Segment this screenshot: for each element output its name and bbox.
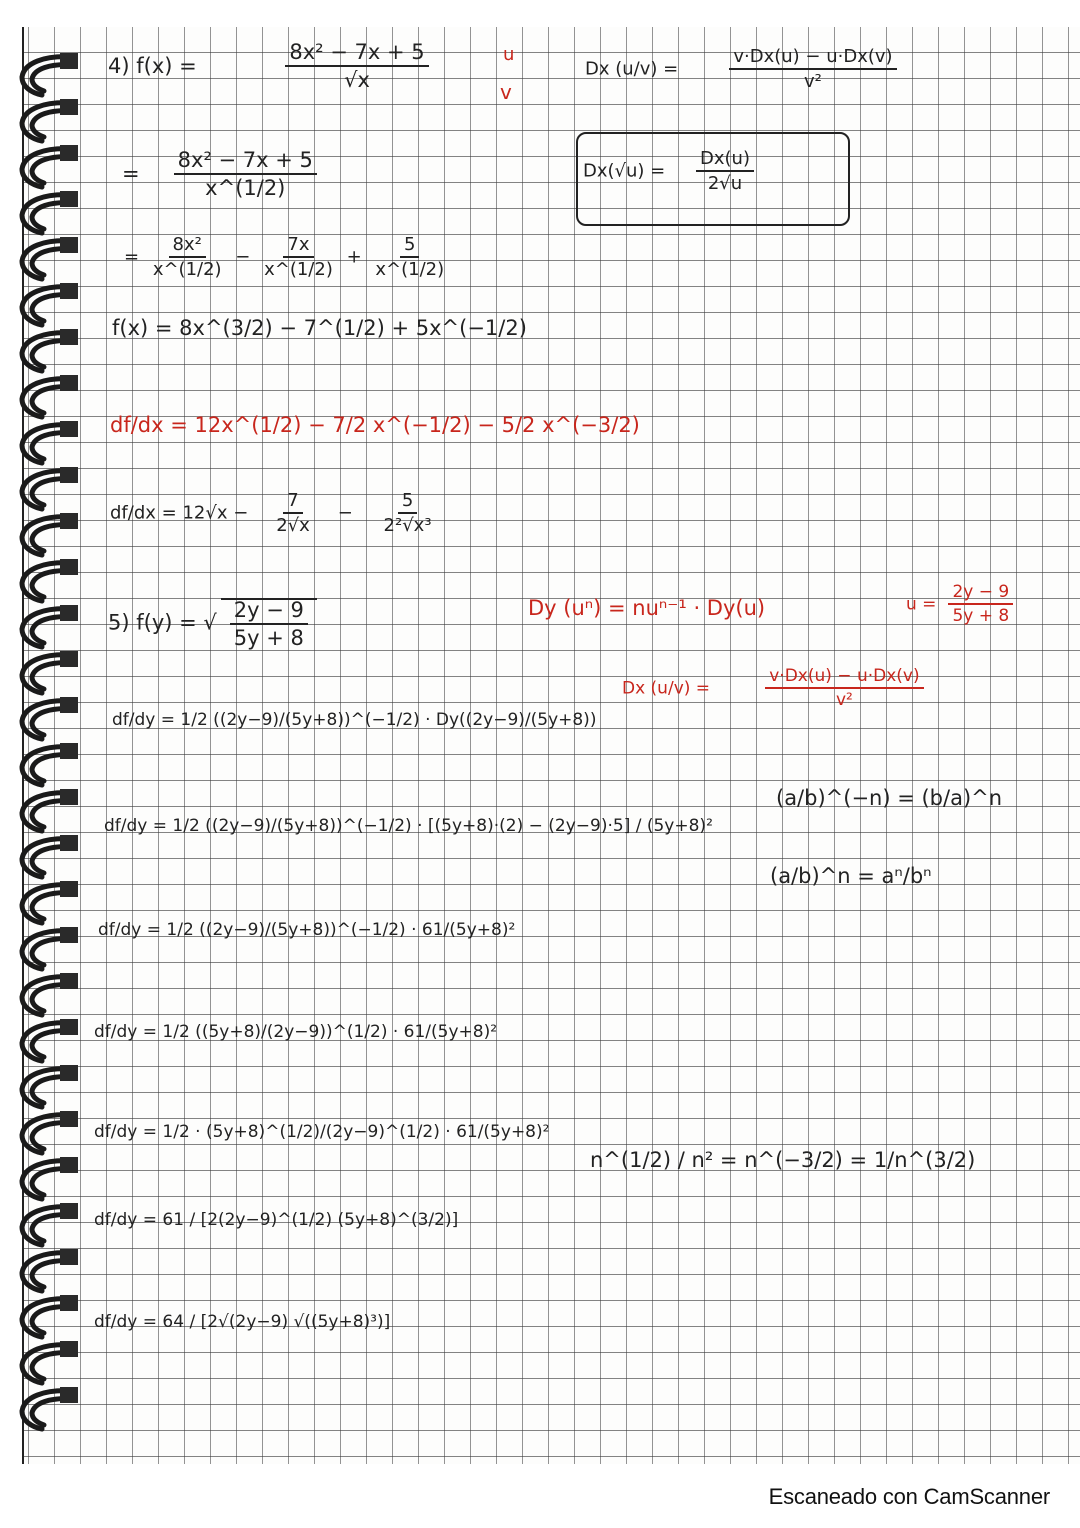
- denominator: x^(1/2): [205, 176, 286, 200]
- denominator: x^(1/2): [152, 259, 222, 280]
- lhs: df/dy =: [94, 1210, 158, 1230]
- lhs: Dx(√u) =: [583, 160, 666, 182]
- expression: 1/2 ((2y−9)/(5y+8))^(−1/2) · 61/(5y+8)²: [166, 920, 516, 940]
- expression: 1/2 ((2y−9)/(5y+8))^(−1/2) · [(5y+8)·(2) − (2y−9)·5] / (5y+8)²: [172, 816, 713, 836]
- denominator: 2√u: [707, 173, 743, 194]
- camscanner-watermark: Escaneado con CamScanner: [768, 1484, 1050, 1509]
- lhs: df/dy =: [94, 1312, 158, 1332]
- problem5-step-6: [94, 1212, 458, 1229]
- problem5-definition: 5) f(y) = √ $\frac{2y - 9}{5y + 8}$: [108, 598, 321, 649]
- term1: 12√x: [182, 502, 228, 524]
- problem5-step-3: [98, 922, 515, 939]
- denominator: x^(1/2): [375, 259, 445, 280]
- spiral-binding: [14, 45, 84, 1435]
- expression: 1/2 ((5y+8)/(2y−9))^(1/2) · 61/(5y+8)²: [162, 1022, 498, 1042]
- problem5-step-1: [112, 712, 596, 729]
- denominator: √x: [344, 68, 370, 92]
- lhs: df/dy =: [98, 920, 162, 940]
- problem4-step1: = $\frac{\text{8x² − 7x + 5}}{x\^{}(1/2)}$: [122, 150, 344, 199]
- expression: 64 / [2√(2y−9) √((5y+8)³)]: [162, 1312, 391, 1332]
- numerator: v·Dx(u) − u·Dx(v): [765, 668, 923, 689]
- expression: 61 / [2(2y−9)^(1/2) (5y+8)^(3/2)]: [162, 1210, 459, 1230]
- chain-rule-note: Dy (uⁿ) = nuⁿ⁻¹ · Dy(u): [528, 596, 766, 620]
- numerator: 2y − 9: [230, 600, 308, 625]
- problem5-step-7: [94, 1314, 390, 1331]
- problem4-step3: f(x) = 8x^(3/2) − 7^(1/2) + 5x^(−1/2): [112, 316, 527, 340]
- numerator: 7x: [283, 236, 313, 258]
- denominator: 2√x: [276, 515, 310, 536]
- problem4-label: [108, 56, 197, 77]
- numerator: v·Dx(u) − u·Dx(v): [729, 48, 896, 70]
- lhs: f(y) =: [136, 610, 197, 635]
- denominator: 5y + 8: [952, 606, 1010, 626]
- denominator: x^(1/2): [264, 259, 333, 280]
- problem4-step2: = $\frac{\text{8x²}}{x\^{}(1/2)}$ − $\frac{7x}{x\^{}(1/2)}$ + $\frac{5}{x\^{}(1/2)}$: [124, 236, 452, 279]
- quotient-rule-red-note: [622, 668, 973, 709]
- numerator: 7: [283, 492, 302, 514]
- problem4-derivative-red: df/dx = 12x^(1/2) − 7/2 x^(−1/2) − 5/2 x^(−3/2): [110, 413, 640, 437]
- numerator: 8x² − 7x + 5: [285, 42, 428, 67]
- numerator: 5: [398, 492, 417, 514]
- problem5-step-2: [104, 818, 713, 835]
- problem5-step-5: [94, 1124, 549, 1141]
- numerator: 8x²: [169, 236, 206, 258]
- label: 4): [108, 54, 130, 78]
- label: 5): [108, 610, 130, 635]
- lhs: Dx (u/v) =: [622, 678, 711, 699]
- numerator: 2y − 9: [948, 584, 1013, 605]
- problem5-step-4: [94, 1024, 497, 1041]
- denominator: 2²√x³: [383, 515, 432, 536]
- margin-note-v: v: [500, 80, 512, 104]
- lhs: df/dx =: [110, 502, 177, 524]
- lhs: df/dy =: [112, 710, 176, 730]
- sqrt-rule-note: [583, 150, 779, 193]
- denominator: 5y + 8: [233, 626, 304, 650]
- margin-note-u: u: [503, 44, 515, 65]
- lhs: u =: [906, 594, 937, 615]
- exponent-rule-note: n^(1/2) / n² = n^(−3/2) = 1/n^(3/2): [590, 1148, 976, 1172]
- denominator: v²: [835, 690, 853, 710]
- u-definition-note: [906, 584, 1020, 625]
- denominator: v²: [804, 71, 822, 92]
- lhs: Dx (u/v) =: [585, 58, 679, 80]
- power-of-fraction-rule-note: (a/b)^n = aⁿ/bⁿ: [770, 864, 932, 888]
- negative-exponent-rule-note: (a/b)^(−n) = (b/a)^n: [776, 786, 1003, 810]
- numerator: Dx(u): [696, 150, 754, 172]
- lhs: df/dy =: [104, 816, 168, 836]
- expression: 1/2 ((2y−9)/(5y+8))^(−1/2) · Dy((2y−9)/(5y+8)): [180, 710, 597, 730]
- quotient-rule-note: [585, 48, 942, 91]
- problem4-derivative-final: df/dx = 12√x − $\frac{7}{2√x}$ − $\frac{5}{\text{2²√x³}}$: [110, 492, 457, 535]
- lhs: df/dy =: [94, 1122, 158, 1142]
- numerator: 5: [400, 236, 419, 258]
- numerator: 8x² − 7x + 5: [174, 150, 317, 175]
- problem4-fraction: [238, 42, 476, 91]
- expression: 1/2 · (5y+8)^(1/2)/(2y−9)^(1/2) · 61/(5y+8)²: [162, 1122, 550, 1142]
- lhs: f(x) =: [136, 54, 197, 78]
- lhs: df/dy =: [94, 1022, 158, 1042]
